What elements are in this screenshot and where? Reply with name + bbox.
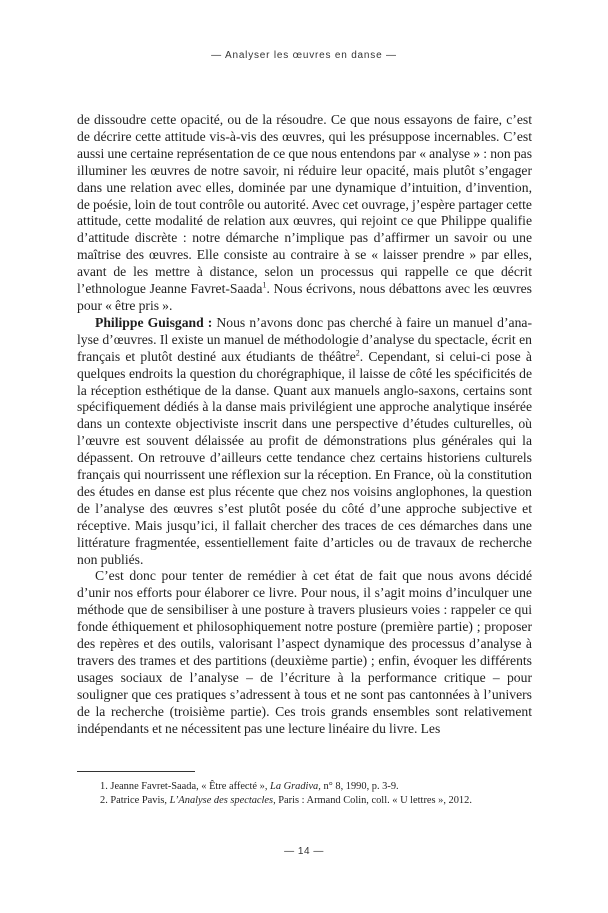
running-header: — Analyser les œuvres en danse — [211,50,397,61]
main-text [77,112,532,738]
footnote-ref-2[interactable]: 2 [355,348,360,358]
footnote-text: Patrice Pavis, [110,795,170,807]
paragraph-2 [77,315,532,569]
paragraph-3-text: C’est donc pour tenter de remédier à cet état de fait que nous avons décidé d’unir nos efforts pour élaborer ce livre. Pour nous, il s’agit moins d’inculquer une méthode que de sensibiliser à une posture à travers plusieurs voies : rappeler ce qui fonde éthiquement et philosophiquement notre posture (première partie) ; proposer des repères et des outils, valorisant l’aspect dynamique des processus d’analyse à travers des trames et des partitions (deuxième partie) ; enfin, évoquer les différents usages sociaux de l’analyse – de l’écriture à la performance critique – pour souligner que ces pratiques s’adressent à tous et ne sont pas cantonnées à l’univers de la recherche (troisième partie). Ces trois grands ensembles sont relativement indépendants et ne nécessitent pas une lecture linéaire du livre. Les [77,568,532,736]
paragraph-1-text-a: de dissoudre cette opacité, ou de la résoudre. Ce que nous essayons de faire, c’est de décrire cette attitude vis-à-vis des œuvres, qui les présuppose incernables. C’est aussi une certaine représentation de ce que nous entendons par « analyse » : non pas illuminer les œuvres de notre savoir, ni réduire leur opacité, mais plutôt s’engager dans une relation avec elles, dominée par une dynamique d’intuition, d’invention, de poésie, loin de tout contrôle ou autorité. Avec cet ouvrage, j’espère partager cette attitude, cette modalité de relation aux œuvres, qui rejoint ce que Philippe qualifie d’attitude discrète : notre démarche n’implique pas d’affirmer un savoir ou une maîtrise des œuvres. Elle consiste au contraire à se « laisser prendre » par elles, avant de les mettre à distance, selon un processus qui rappelle ce que décrit l’ethnologue Jeanne Favret-Saada [77,112,532,297]
paragraph-1 [77,112,532,315]
footnote-ref-1[interactable]: 1 [262,280,267,290]
footnote-title: L’Analyse des spectacles, [169,795,276,807]
page-number: — 14 — [284,846,324,857]
paragraph-2-text-b: . Cependant, si celui-ci pose à quelques endroits la question du chorégraphique, il laisse de côté les spécificités de la réception esthétique de la danse. Quant aux manuels anglo-saxons, certains sont spécifiquement dédiés à la danse mais privilégient une approche analytique insérée dans un contexte objectiviste inscrit dans une perspective d’études culturelles, où l’œuvre est souvent délaissée au profit de démonstrations plus générales qui la dépassent. On retrouve d’ailleurs cette tendance chez certains historiens culturels français qui nourrissent une réflexion sur la réception. En France, où la constitution des études en danse est plus récente que chez nos voisins anglophones, la question de l’analyse des œuvres s’est plutôt posée du côté d’une approche subjective et réceptive. Mais jusqu’ici, il fallait chercher des traces de ces démarches dans une littérature fragmentée, essentiellement faite d’articles ou de travaux de recherche non publiés. [77,348,532,567]
speaker-name: Philippe Guisgand : [95,314,213,330]
footnote-title: La Gradiva, [270,781,321,792]
footnote-2 [100,794,530,808]
footnote-1 [100,780,530,794]
footnote-text: Jeanne Favret-Saada, « Être affecté », [110,781,271,792]
paragraph-2-text-a: Nous n’avons donc pas cherché à faire un manuel d’analyse d’œuvres. Il existe un manuel de méthodologie d’analyse du spectacle, écrit en français et plutôt destiné aux étudiants de théâtre [77,314,532,364]
paragraph-3 [77,568,532,737]
footnote-number: 1. [100,781,108,792]
footnote-text-end: n° 8, 1990, p. 3-9. [320,781,399,792]
footnotes [100,780,530,809]
footnote-number: 2. [100,795,108,807]
paragraph-1-text-b: . Nous écrivons, nous débattons avec les œuvres pour « être pris ». [77,281,532,313]
footnote-text-end: Paris : Armand Colin, coll. « U lettres », 2012. [275,795,472,807]
footnote-divider [77,771,195,772]
